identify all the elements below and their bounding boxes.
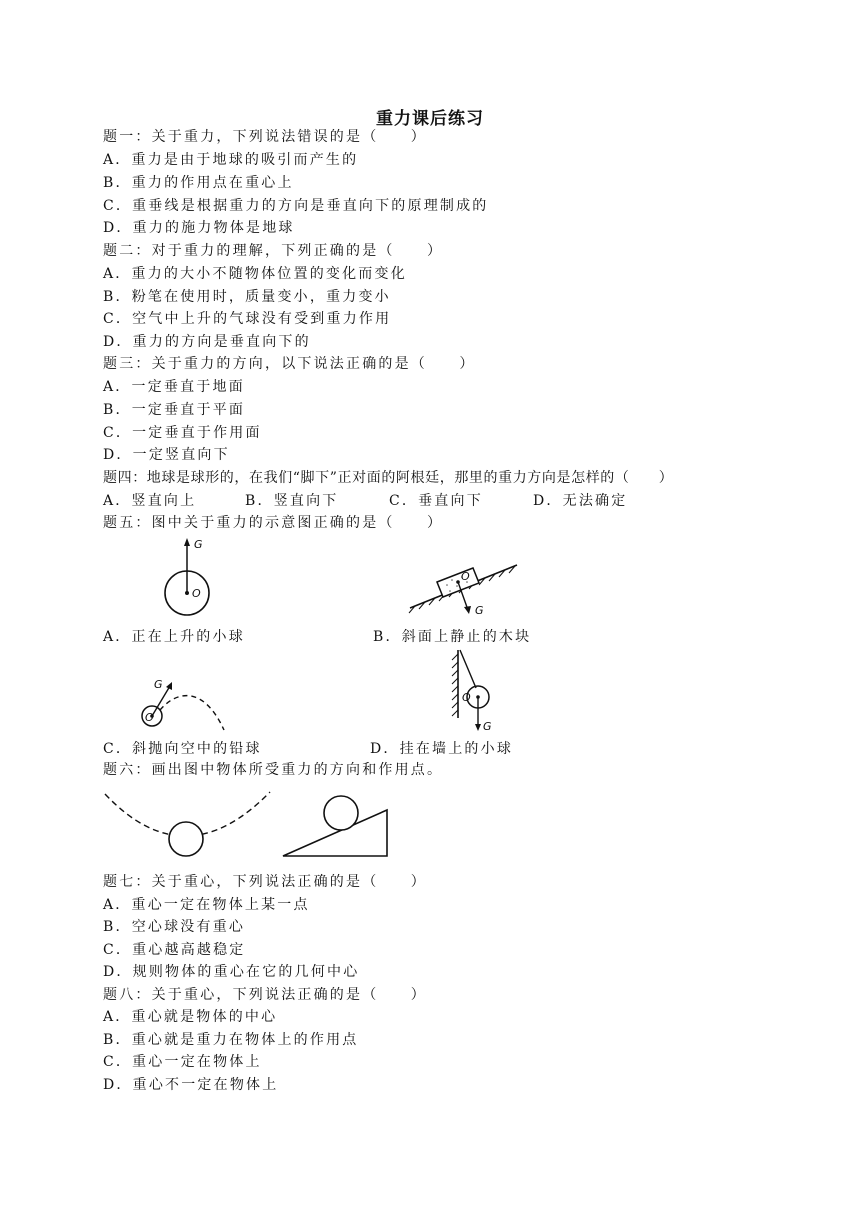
q6-figure-bowl [100, 784, 280, 864]
q1-stem: 题一：关于重力，下列说法错误的是（ ） [103, 129, 427, 145]
q5-figure-c [132, 672, 232, 737]
q5-b-force-label: G [475, 604, 484, 617]
q2-option-a: A．重力的大小不随物体位置的变化而变化 [103, 266, 407, 282]
q5-caption-a: A．正在上升的小球 [103, 629, 245, 645]
q6-figure-incline [280, 786, 395, 861]
q5-d-force-label: G [483, 720, 492, 733]
q8-option-b: B．重心就是重力在物体上的作用点 [103, 1032, 359, 1048]
q5-a-center-label: O [192, 587, 201, 600]
q7-stem: 题七：关于重心，下列说法正确的是（ ） [103, 874, 427, 890]
q2-option-b: B．粉笔在使用时，质量变小，重力变小 [103, 289, 391, 305]
q8-option-c: C．重心一定在物体上 [103, 1054, 262, 1070]
q3-stem: 题三：关于重力的方向，以下说法正确的是（ ） [103, 356, 476, 372]
q5-stem: 题五：图中关于重力的示意图正确的是（ ） [103, 515, 444, 531]
q6-stem: 题六：画出图中物体所受重力的方向和作用点。 [103, 762, 444, 778]
q8-option-a: A．重心就是物体的中心 [103, 1009, 278, 1025]
q8-option-d: D．重心不一定在物体上 [103, 1077, 279, 1093]
q1-option-b: B．重力的作用点在重心上 [103, 175, 294, 191]
q5-figure-a [150, 536, 240, 626]
q5-caption-b: B．斜面上静止的木块 [373, 629, 532, 645]
q7-option-d: D．规则物体的重心在它的几何中心 [103, 964, 360, 980]
q5-d-center-label: O [462, 691, 471, 704]
q5-figure-d [448, 648, 508, 738]
q5-caption-c: C．斜抛向空中的铅球 [103, 741, 262, 757]
q1-option-a: A．重力是由于地球的吸引而产生的 [103, 152, 359, 168]
q5-caption-d: D．挂在墙上的小球 [370, 741, 514, 757]
q4-stem: 题四：地球是球形的，在我们“脚下”正对面的阿根廷，那里的重力方向是怎样的（ ） [103, 470, 674, 486]
q1-option-c: C．重垂线是根据重力的方向是垂直向下的原理制成的 [103, 198, 489, 214]
q7-option-c: C．重心越高越稳定 [103, 942, 246, 958]
q2-option-d: D．重力的方向是垂直向下的 [103, 334, 311, 350]
q8-stem: 题八：关于重心，下列说法正确的是（ ） [103, 987, 427, 1003]
q5-figure-b [405, 555, 525, 625]
q3-option-c: C．一定垂直于作用面 [103, 425, 262, 441]
q2-stem: 题二：对于重力的理解，下列正确的是（ ） [103, 243, 444, 259]
q3-option-d: D．一定竖直向下 [103, 447, 230, 463]
q5-b-center-label: O [461, 570, 470, 583]
q4-option-b: B．竖直向下 [245, 493, 339, 509]
q7-option-a: A．重心一定在物体上某一点 [103, 897, 310, 913]
q4-option-a: A．竖直向上 [103, 493, 197, 509]
q3-option-b: B．一定垂直于平面 [103, 402, 246, 418]
q3-option-a: A．一定垂直于地面 [103, 379, 245, 395]
q2-option-c: C．空气中上升的气球没有受到重力作用 [103, 311, 392, 327]
q5-a-force-label: G [194, 538, 203, 551]
q1-option-d: D．重力的施力物体是地球 [103, 220, 295, 236]
q7-option-b: B．空心球没有重心 [103, 919, 246, 935]
q4-option-c: C．垂直向下 [389, 493, 483, 509]
q4-option-d: D．无法确定 [533, 493, 628, 509]
q5-c-center-label: O [145, 711, 154, 724]
q5-c-force-label: G [154, 678, 163, 691]
page-title: 重力课后练习 [376, 109, 484, 129]
